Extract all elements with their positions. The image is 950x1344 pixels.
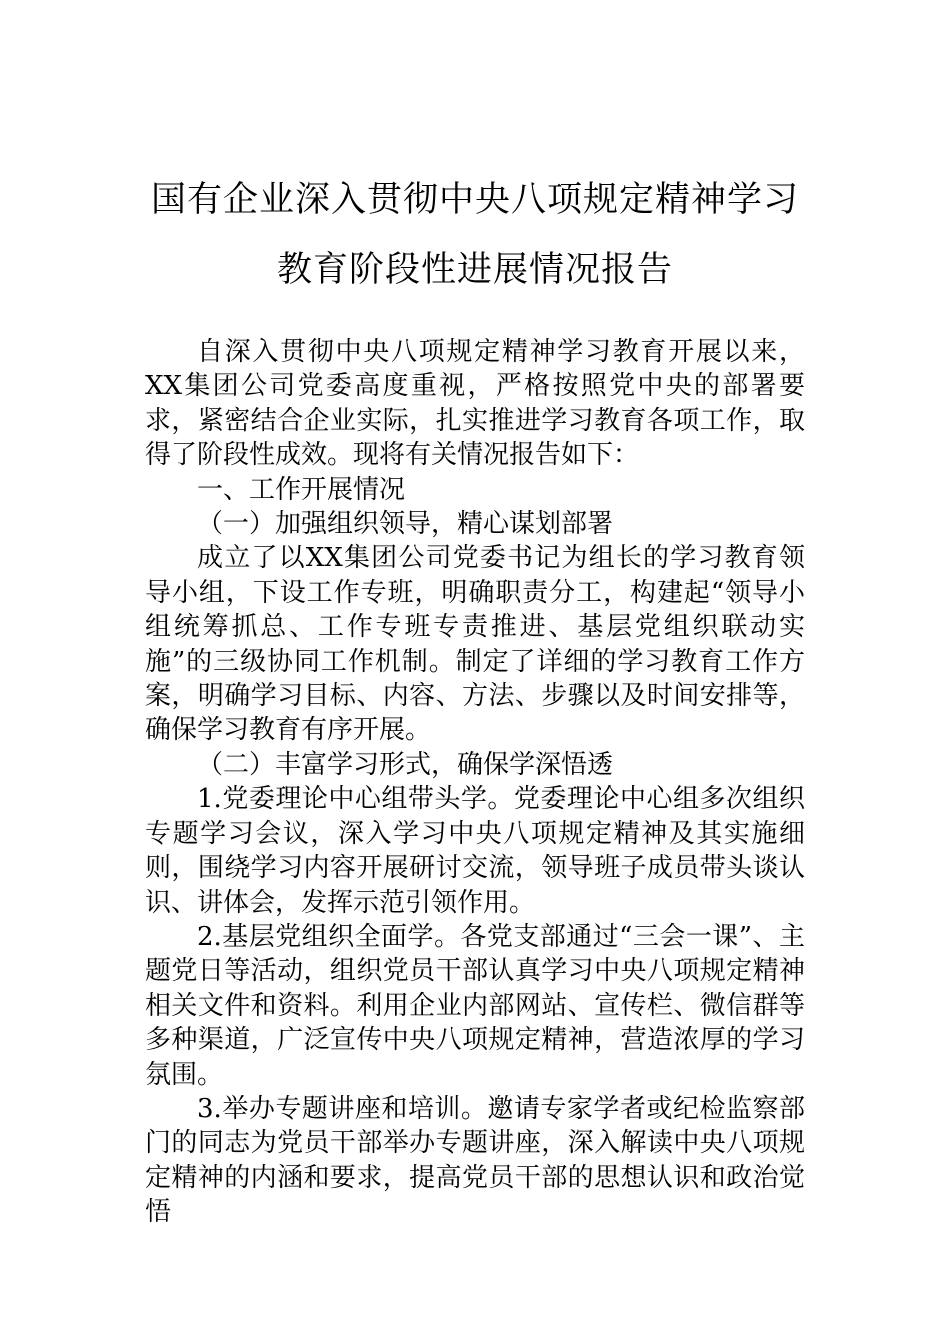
document-title-line-2: 教育阶段性进展情况报告 — [276, 250, 673, 290]
section-heading-work-progress: 一、工作开展情况 — [197, 474, 406, 505]
document-body — [145, 335, 805, 1230]
subsection-heading-learning-forms: （二）丰富学习形式，确保学深悟透 — [197, 749, 614, 780]
paragraph-item-2: 2.基层党组织全面学。各党支部通过“三会一课”、主题党日等活动，组织党员干部认真学习中央八项规定精神相关文件和资料。利用企业内部网站、宣传栏、微信群等多种渠道，广泛宣传中央八项规定精神，营造浓厚的学习氛围。 — [145, 921, 805, 1090]
paragraph-item-3: 3.举办专题讲座和培训。邀请专家学者或纪检监察部门的同志为党员干部举办专题讲座，深入解读中央八项规定精神的内涵和要求，提高党员干部的思想认识和政治觉悟 — [145, 1093, 805, 1228]
paragraph-item-1: 1.党委理论中心组带头学。党委理论中心组多次组织专题学习会议，深入学习中央八项规定精神及其实施细则，围绕学习内容开展研讨交流，领导班子成员带头谈认识、讲体会，发挥示范引领作用。 — [145, 784, 805, 918]
paragraph-leadership-group: 成立了以XX集团公司党委书记为组长的学习教育领导小组，下设工作专班，明确职责分工，构建起“领导小组统筹抓总、工作专班专责推进、基层党组织联动实施”的三级协同工作机制。制定了详细的学习教育工作方案，明确学习目标、内容、方法、步骤以及时间安排等，确保学习教育有序开展。 — [145, 543, 805, 746]
intro-paragraph: 自深入贯彻中央八项规定精神学习教育开展以来，XX集团公司党委高度重视，严格按照党中央的部署要求，紧密结合企业实际，扎实推进学习教育各项工作，取得了阶段性成效。现将有关情况报告如下： — [145, 337, 805, 471]
document-title-line-1: 国有企业深入贯彻中央八项规定精神学习 — [150, 180, 799, 220]
subsection-heading-organization: （一）加强组织领导，精心谋划部署 — [197, 509, 614, 540]
